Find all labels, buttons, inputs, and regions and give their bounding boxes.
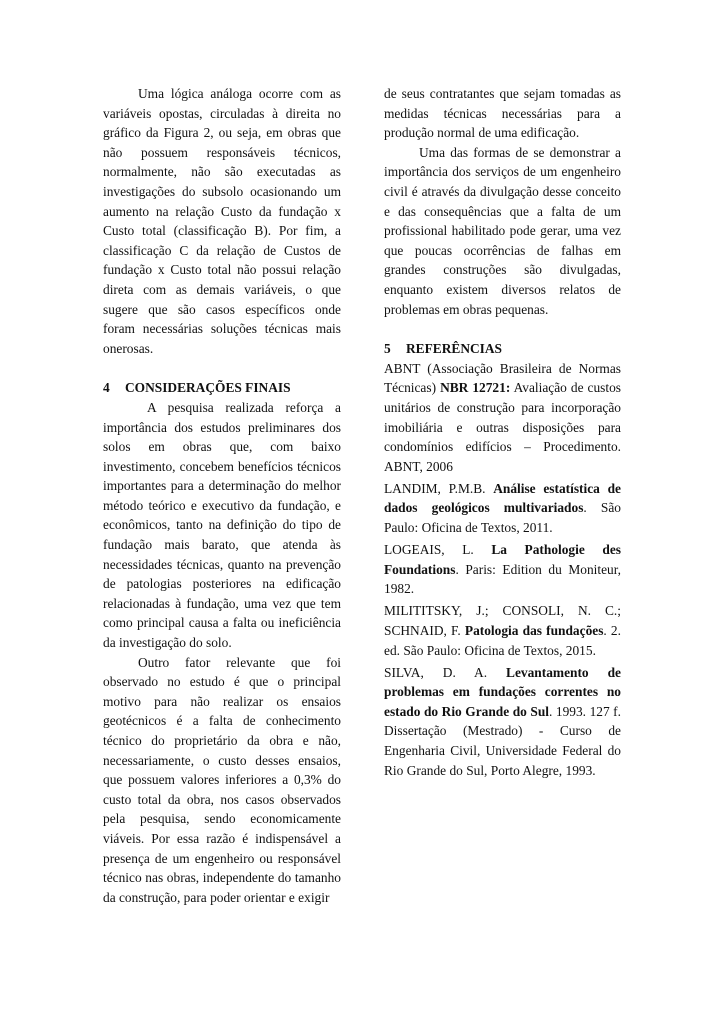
reference-title: La Pathologie des Foundations: [384, 542, 621, 577]
reference-details: . 1993. 127 f. Dissertação (Mestrado) - Curso de Engenharia Civil, Universidade Federal do Rio Grande do Sul, Porto Alegre, 1993.: [384, 703, 621, 778]
section-number: 5: [384, 341, 391, 357]
reference-entry: [384, 359, 621, 477]
reference-author: MILITITSKY, J.; CONSOLI, N. C.; SCHNAID, F.: [384, 603, 621, 638]
reference-title: Análise estatística de dados geológicos multivariados: [384, 480, 621, 516]
reference-title: Patologia das fundações: [464, 622, 604, 638]
reference-title: Levantamento de problemas em fundações correntes no estado do Rio Grande do Sul: [384, 664, 621, 719]
section-title: CONSIDERAÇÕES FINAIS: [125, 380, 291, 396]
left-column: [103, 84, 341, 907]
body-paragraph: Outro fator relevante que foi observado no estudo é que o principal motivo para não realizar os ensaios geotécnicos é a falta de conhecimento técnico do proprietário da obra e não, necessariamente, o custo desses ensaios, que possuem valores inferiores a 0,3% do custo total da obra, nos casos observados pela pesquisa, sendo economicamente viáveis. Por essa razão é indispensável a presença de um engenheiro ou responsável técnico nas obras, independente do tamanho da construção, para poder orientar e exigir: [103, 654, 341, 905]
section-number: 4: [103, 380, 110, 396]
body-paragraph: A pesquisa realizada reforça a importância dos estudos preliminares dos solos em obras que, com baixo investimento, concebem benefícios técnicos importantes para a determinação do melhor método teórico e executivo da fundação, e econômicos, tanto na definição do tipo de fundação mais barato, que atenda às necessidades técnicas, quanto na prevenção de patologias posteriores na edificação relacionadas à fundação, uma vez que tem como principal causa a falta ou ineficiência da investigação do solo.: [103, 399, 341, 651]
right-column: [384, 84, 621, 783]
reference-details: . 2. ed. São Paulo: Oficina de Textos, 2015.: [384, 622, 621, 658]
section-heading-5: [384, 339, 621, 359]
reference-entry: [384, 663, 621, 781]
reference-author: ABNT (Associação Brasileira de Normas Técnicas): [384, 360, 621, 396]
reference-details: . São Paulo: Oficina de Textos, 2011.: [384, 500, 621, 535]
body-paragraph: Uma das formas de se demonstrar a importância dos serviços de um engenheiro civil é através da divulgação desse conceito e das consequências que a falta de um profissional habilitado pode gerar, uma vez que poucas ocorrências de falhas em grandes construções são divulgadas, enquanto existem diversos relatos de problemas em obras pequenas.: [384, 144, 621, 317]
reference-author: LOGEAIS, L.: [384, 542, 492, 558]
reference-title: NBR 12721:: [440, 380, 511, 396]
reference-author: LANDIM, P.M.B.: [384, 480, 494, 496]
reference-entry: [384, 540, 621, 599]
reference-entry: [384, 479, 621, 538]
reference-author: SILVA, D. A.: [384, 664, 507, 680]
section-heading-4: [103, 378, 341, 398]
reference-list: [384, 359, 621, 780]
body-paragraph: de seus contratantes que sejam tomadas as medidas técnicas necessárias para a produção normal de uma edificação.: [384, 86, 621, 141]
reference-entry: [384, 601, 621, 660]
reference-details: Avaliação de custos unitários de construção para incorporação imobiliária e outras disposições para condomínios edifícios – Procedimento. ABNT, 2006: [384, 380, 622, 474]
section-title: REFERÊNCIAS: [406, 341, 502, 357]
reference-details: . Paris: Edition du Moniteur, 1982.: [384, 561, 621, 597]
body-paragraph: Uma lógica análoga ocorre com as variáveis opostas, circuladas à direita no gráfico da Figura 2, ou seja, em obras que não possuem responsáveis técnicos, normalmente, não são executadas as investigações do subsolo ocasionando um aumento na relação Custo da fundação x Custo total (classificação B). Por fim, a classificação C da relação de Custos de fundação x Custo total não possui relação direta com as demais variáveis, o que sugere que são casos específicos onde foram necessárias soluções técnicas mais onerosas.: [103, 86, 341, 356]
